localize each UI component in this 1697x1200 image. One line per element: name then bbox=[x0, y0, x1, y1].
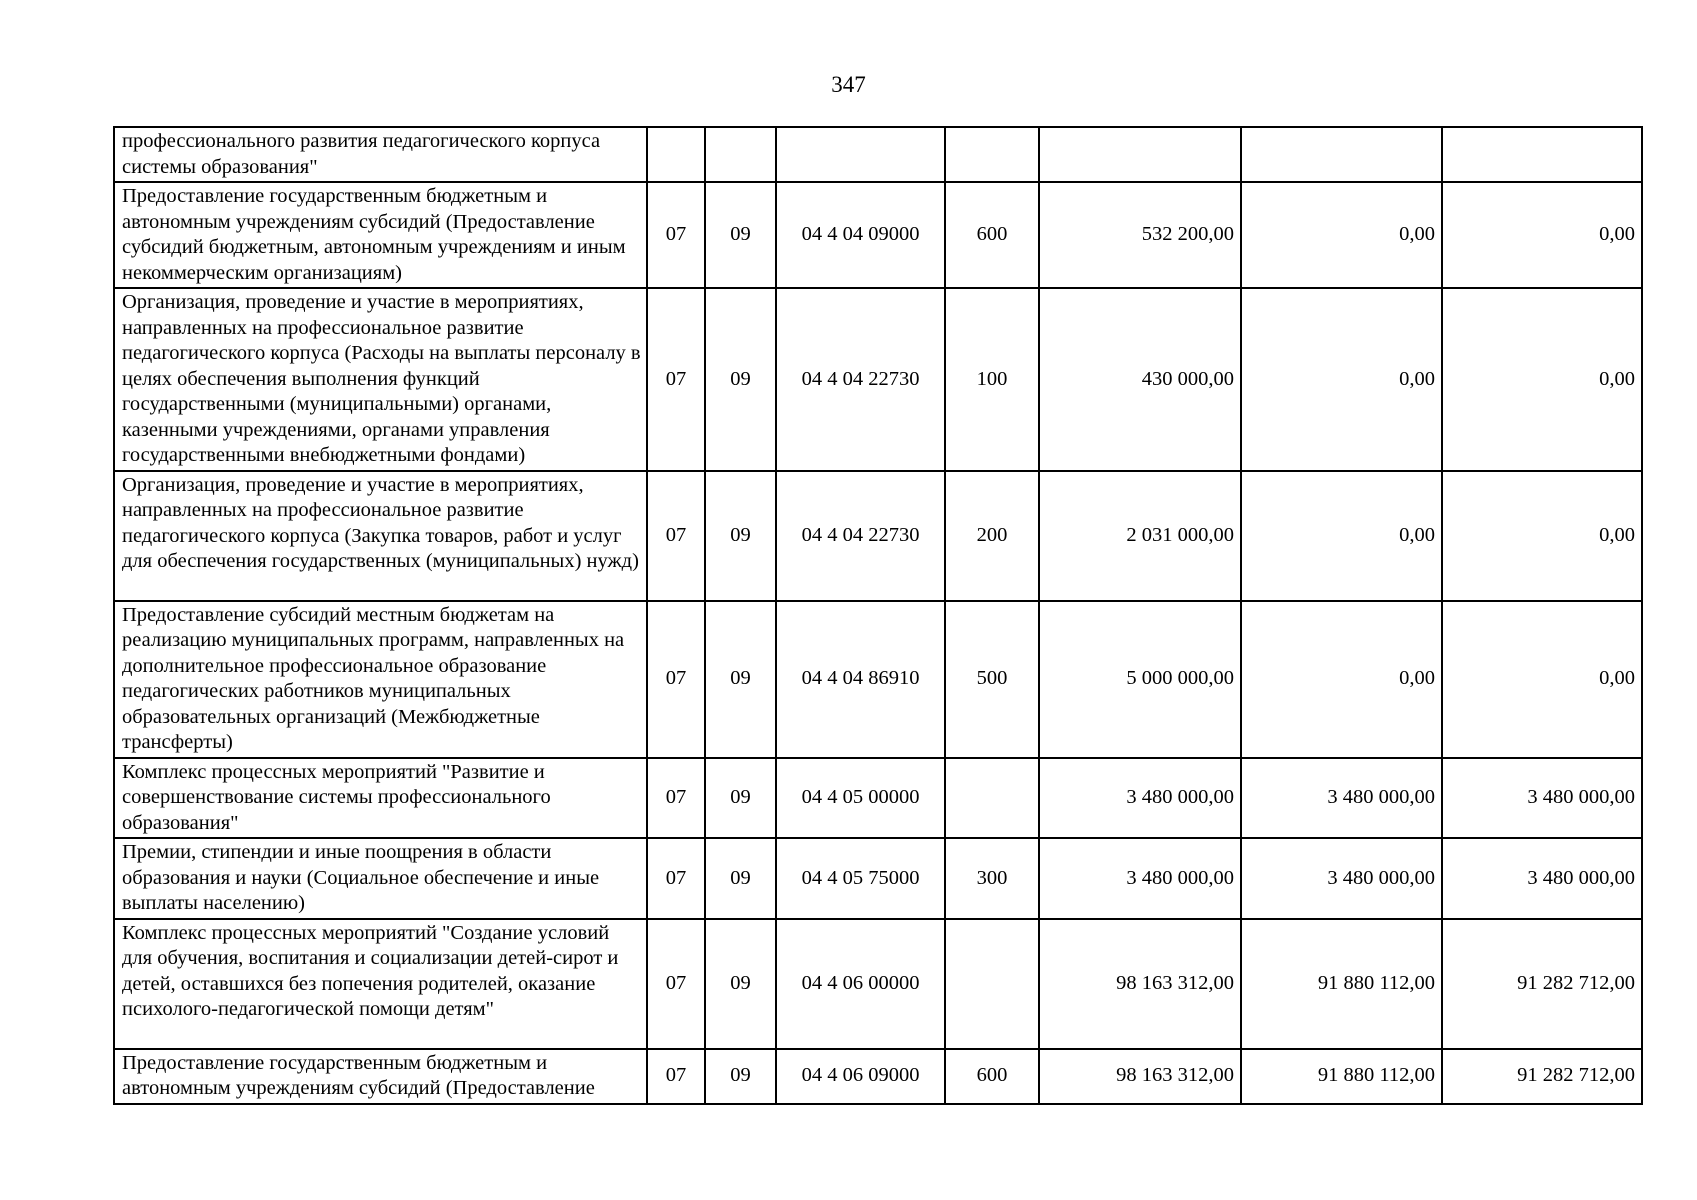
table-row bbox=[114, 919, 1642, 1049]
table-row bbox=[114, 758, 1642, 839]
amount-year2-cell bbox=[1241, 127, 1442, 182]
description-cell: Премии, стипендии и иные поощрения в области образования и науки (Социальное обеспечение и иные выплаты населению) bbox=[114, 838, 647, 919]
budget-table bbox=[113, 126, 1643, 1105]
description-cell: Предоставление субсидий местным бюджетам на реализацию муниципальных программ, направленных на дополнительное профессиональное образование педагогических работников муниципальных образовательных организаций (Межбюджетные трансферты) bbox=[114, 601, 647, 758]
amount-year1-cell: 430 000,00 bbox=[1039, 288, 1241, 471]
amount-year1-cell: 98 163 312,00 bbox=[1039, 919, 1241, 1049]
razdel-cell: 07 bbox=[647, 1049, 705, 1104]
description-cell: Предоставление государственным бюджетным и автономным учреждениям субсидий (Предоставление bbox=[114, 1049, 647, 1104]
target-article-cell bbox=[776, 127, 945, 182]
podrazdel-cell: 09 bbox=[705, 182, 776, 288]
amount-year3-cell: 0,00 bbox=[1442, 471, 1642, 601]
amount-year3-cell: 91 282 712,00 bbox=[1442, 919, 1642, 1049]
amount-year3-cell: 3 480 000,00 bbox=[1442, 758, 1642, 839]
amount-year2-cell: 3 480 000,00 bbox=[1241, 758, 1442, 839]
expense-type-cell: 600 bbox=[945, 182, 1039, 288]
target-article-cell: 04 4 04 09000 bbox=[776, 182, 945, 288]
amount-year3-cell: 3 480 000,00 bbox=[1442, 838, 1642, 919]
target-article-cell: 04 4 06 00000 bbox=[776, 919, 945, 1049]
expense-type-cell bbox=[945, 127, 1039, 182]
amount-year2-cell: 3 480 000,00 bbox=[1241, 838, 1442, 919]
expense-type-cell bbox=[945, 919, 1039, 1049]
razdel-cell: 07 bbox=[647, 758, 705, 839]
razdel-cell: 07 bbox=[647, 471, 705, 601]
description-cell: Комплекс процессных мероприятий "Создание условий для обучения, воспитания и социализации детей-сирот и детей, оставшихся без попечения родителей, оказание психолого-педагогической помощи детям" bbox=[114, 919, 647, 1049]
expense-type-cell: 500 bbox=[945, 601, 1039, 758]
table-row bbox=[114, 1049, 1642, 1104]
expense-type-cell bbox=[945, 758, 1039, 839]
amount-year3-cell bbox=[1442, 127, 1642, 182]
amount-year1-cell: 3 480 000,00 bbox=[1039, 838, 1241, 919]
table-row bbox=[114, 127, 1642, 182]
razdel-cell: 07 bbox=[647, 838, 705, 919]
table-row bbox=[114, 471, 1642, 601]
description-cell: Комплекс процессных мероприятий "Развитие и совершенствование системы профессионального образования" bbox=[114, 758, 647, 839]
expense-type-cell: 200 bbox=[945, 471, 1039, 601]
target-article-cell: 04 4 04 22730 bbox=[776, 471, 945, 601]
expense-type-cell: 600 bbox=[945, 1049, 1039, 1104]
podrazdel-cell: 09 bbox=[705, 919, 776, 1049]
target-article-cell: 04 4 06 09000 bbox=[776, 1049, 945, 1104]
podrazdel-cell: 09 bbox=[705, 758, 776, 839]
podrazdel-cell: 09 bbox=[705, 471, 776, 601]
amount-year3-cell: 0,00 bbox=[1442, 601, 1642, 758]
amount-year2-cell: 91 880 112,00 bbox=[1241, 1049, 1442, 1104]
podrazdel-cell: 09 bbox=[705, 601, 776, 758]
amount-year1-cell: 3 480 000,00 bbox=[1039, 758, 1241, 839]
amount-year1-cell bbox=[1039, 127, 1241, 182]
podrazdel-cell: 09 bbox=[705, 838, 776, 919]
razdel-cell: 07 bbox=[647, 919, 705, 1049]
podrazdel-cell: 09 bbox=[705, 1049, 776, 1104]
amount-year2-cell: 0,00 bbox=[1241, 182, 1442, 288]
page-number: 347 bbox=[831, 72, 866, 97]
table-row bbox=[114, 288, 1642, 471]
table-row bbox=[114, 838, 1642, 919]
expense-type-cell: 300 bbox=[945, 838, 1039, 919]
amount-year1-cell: 532 200,00 bbox=[1039, 182, 1241, 288]
description-cell: Организация, проведение и участие в мероприятиях, направленных на профессиональное развитие педагогического корпуса (Расходы на выплаты персоналу в целях обеспечения выполнения функций государственными (муниципальными) органами, казенными учреждениями, органами управления государственными внебюджетными фондами) bbox=[114, 288, 647, 471]
amount-year2-cell: 0,00 bbox=[1241, 471, 1442, 601]
target-article-cell: 04 4 04 22730 bbox=[776, 288, 945, 471]
amount-year2-cell: 0,00 bbox=[1241, 288, 1442, 471]
razdel-cell: 07 bbox=[647, 601, 705, 758]
amount-year1-cell: 98 163 312,00 bbox=[1039, 1049, 1241, 1104]
amount-year2-cell: 0,00 bbox=[1241, 601, 1442, 758]
amount-year3-cell: 0,00 bbox=[1442, 182, 1642, 288]
amount-year2-cell: 91 880 112,00 bbox=[1241, 919, 1442, 1049]
target-article-cell: 04 4 04 86910 bbox=[776, 601, 945, 758]
razdel-cell bbox=[647, 127, 705, 182]
razdel-cell: 07 bbox=[647, 182, 705, 288]
amount-year3-cell: 91 282 712,00 bbox=[1442, 1049, 1642, 1104]
razdel-cell: 07 bbox=[647, 288, 705, 471]
podrazdel-cell bbox=[705, 127, 776, 182]
table-row bbox=[114, 182, 1642, 288]
amount-year3-cell: 0,00 bbox=[1442, 288, 1642, 471]
podrazdel-cell: 09 bbox=[705, 288, 776, 471]
target-article-cell: 04 4 05 00000 bbox=[776, 758, 945, 839]
target-article-cell: 04 4 05 75000 bbox=[776, 838, 945, 919]
table-row bbox=[114, 601, 1642, 758]
description-cell: профессионального развития педагогического корпуса системы образования" bbox=[114, 127, 647, 182]
description-cell: Организация, проведение и участие в мероприятиях, направленных на профессиональное развитие педагогического корпуса (Закупка товаров, работ и услуг для обеспечения государственных (муниципальных) нужд) bbox=[114, 471, 647, 601]
amount-year1-cell: 2 031 000,00 bbox=[1039, 471, 1241, 601]
expense-type-cell: 100 bbox=[945, 288, 1039, 471]
description-cell: Предоставление государственным бюджетным и автономным учреждениям субсидий (Предоставление субсидий бюджетным, автономным учреждениям и иным некоммерческим организациям) bbox=[114, 182, 647, 288]
amount-year1-cell: 5 000 000,00 bbox=[1039, 601, 1241, 758]
